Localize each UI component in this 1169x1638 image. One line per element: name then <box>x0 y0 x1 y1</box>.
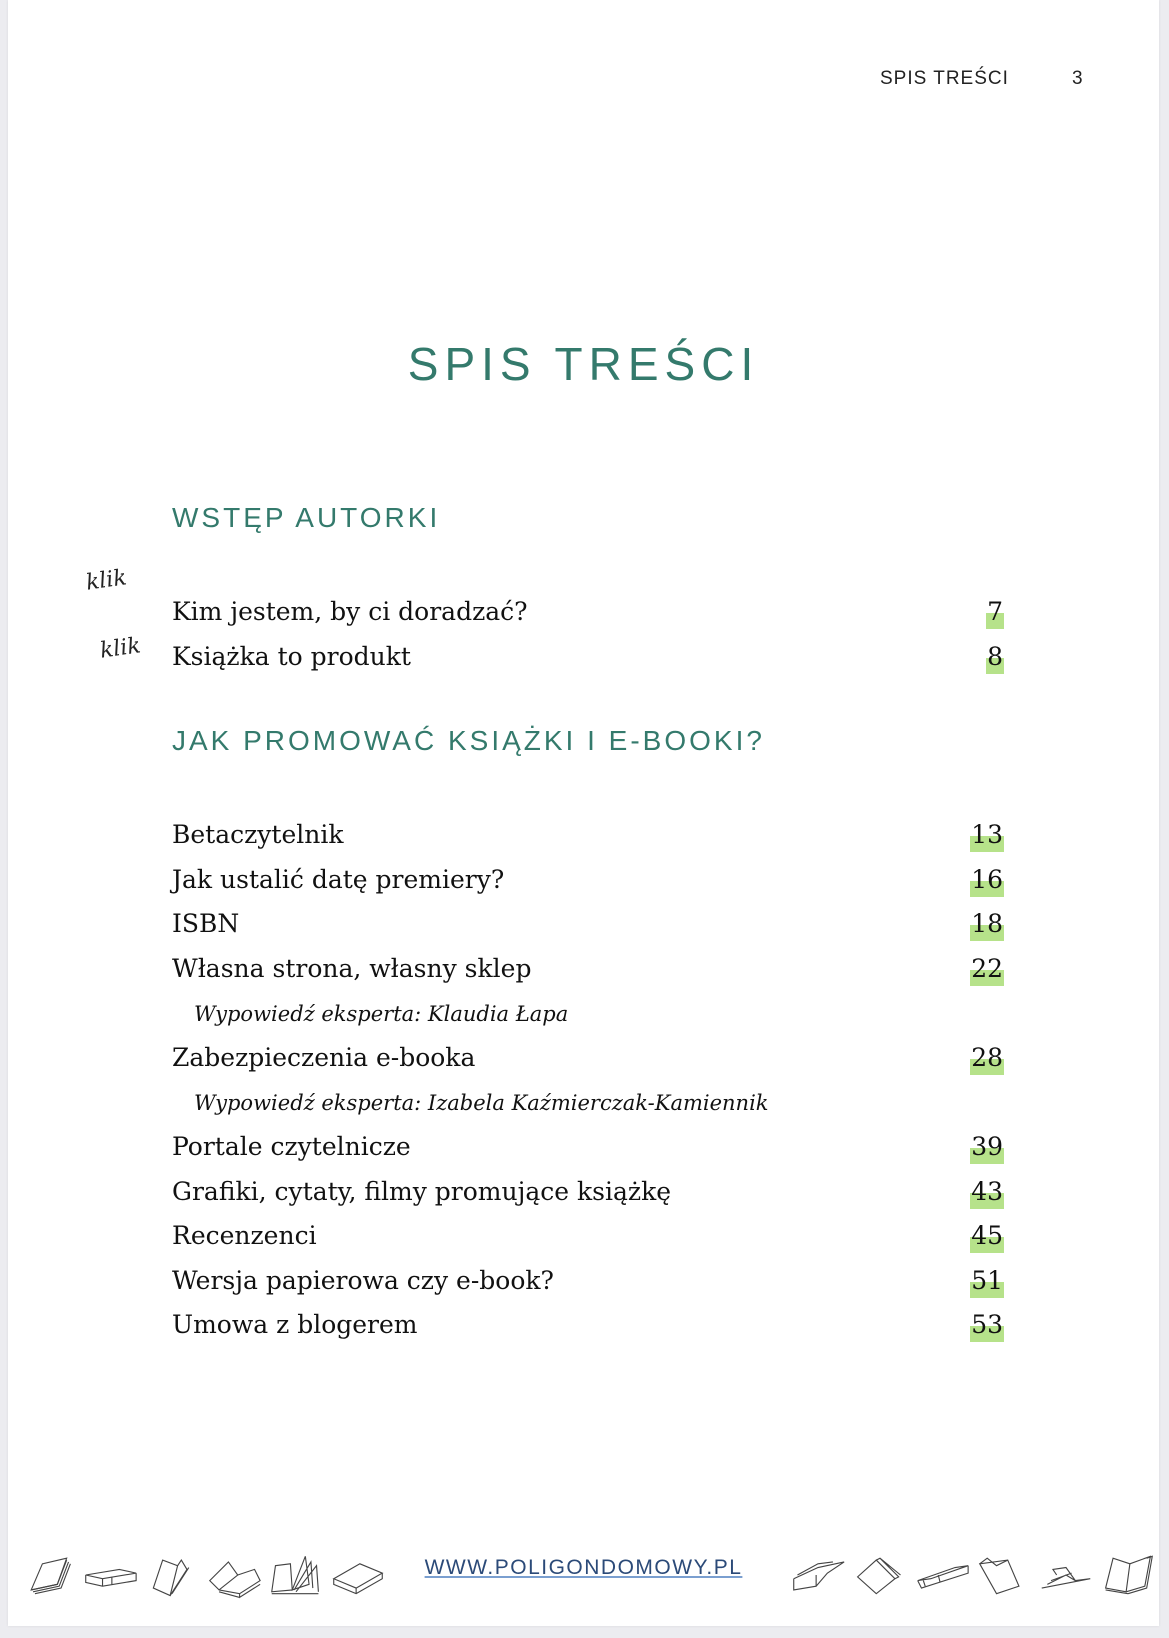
open-book-icon <box>790 1547 846 1603</box>
toc-page-number[interactable]: 13 <box>970 815 1004 855</box>
book-icon <box>914 1547 970 1603</box>
section-heading-wstep: WSTĘP AUTORKI <box>172 502 441 533</box>
toc-page-number[interactable]: 22 <box>970 949 1004 989</box>
footer-books-right <box>790 1540 1156 1610</box>
book-icon <box>976 1547 1032 1603</box>
toc-entry[interactable] <box>172 860 1004 900</box>
toc-entry-label[interactable]: Książka to produkt <box>172 642 411 671</box>
page-number: 3 <box>1072 68 1084 89</box>
klik-annotation: klik <box>98 633 143 664</box>
toc-page-number[interactable]: 53 <box>970 1305 1004 1345</box>
open-book-icon <box>1100 1547 1156 1603</box>
toc-entry-label[interactable]: Zabezpieczenia e-booka <box>172 1043 476 1072</box>
toc-subentry[interactable]: Wypowiedź eksperta: Izabela Kaźmierczak-Kamiennik <box>194 1091 769 1115</box>
toc-page-number[interactable]: 8 <box>986 637 1004 677</box>
toc-entry[interactable] <box>172 1172 1004 1212</box>
document-page <box>8 0 1159 1626</box>
toc-entry[interactable] <box>172 1305 1004 1345</box>
open-book-icon <box>1038 1547 1094 1603</box>
toc-subentry[interactable]: Wypowiedź eksperta: Klaudia Łapa <box>194 1002 569 1026</box>
book-icon <box>852 1547 908 1603</box>
toc-entry[interactable] <box>172 815 1004 855</box>
toc-entry-label[interactable]: Grafiki, cytaty, filmy promujące książkę <box>172 1177 672 1206</box>
running-header-title: SPIS TREŚCI <box>880 68 1009 89</box>
toc-page-number[interactable]: 7 <box>986 592 1004 632</box>
toc-entry-label[interactable]: Betaczytelnik <box>172 820 344 849</box>
toc-entry[interactable] <box>172 949 1004 989</box>
klik-annotation: klik <box>84 565 129 596</box>
toc-page-number[interactable]: 51 <box>970 1261 1004 1301</box>
toc-entry[interactable] <box>172 1216 1004 1256</box>
toc-page-number[interactable]: 16 <box>970 860 1004 900</box>
toc-entry-label[interactable]: Kim jestem, by ci doradzać? <box>172 597 528 626</box>
toc-entry[interactable] <box>172 1038 1004 1078</box>
toc-page-number[interactable]: 45 <box>970 1216 1004 1256</box>
toc-page-number[interactable]: 39 <box>970 1127 1004 1167</box>
toc-entry[interactable] <box>172 1261 1004 1301</box>
toc-entry-label[interactable]: Portale czytelnicze <box>172 1132 411 1161</box>
toc-entry-label[interactable]: Umowa z blogerem <box>172 1310 418 1339</box>
toc-entry[interactable] <box>172 637 1004 677</box>
section-heading-promocja: JAK PROMOWAĆ KSIĄŻKI I E-BOOKI? <box>172 725 765 756</box>
toc-page-number[interactable]: 43 <box>970 1172 1004 1212</box>
toc-entry[interactable] <box>172 904 1004 944</box>
toc-title: SPIS TREŚCI <box>407 337 760 390</box>
toc-entry-label[interactable]: Własna strona, własny sklep <box>172 954 532 983</box>
toc-entry[interactable] <box>172 1127 1004 1167</box>
toc-entry-label[interactable]: ISBN <box>172 909 240 938</box>
toc-page-number[interactable]: 18 <box>970 904 1004 944</box>
toc-entry-label[interactable]: Jak ustalić datę premiery? <box>172 865 505 894</box>
website-link[interactable]: WWW.POLIGONDOMOWY.PL <box>424 1556 743 1579</box>
toc-page-number[interactable]: 28 <box>970 1038 1004 1078</box>
toc-entry-label[interactable]: Recenzenci <box>172 1221 317 1250</box>
toc-entry[interactable] <box>172 592 1004 632</box>
toc-entry-label[interactable]: Wersja papierowa czy e-book? <box>172 1266 554 1295</box>
